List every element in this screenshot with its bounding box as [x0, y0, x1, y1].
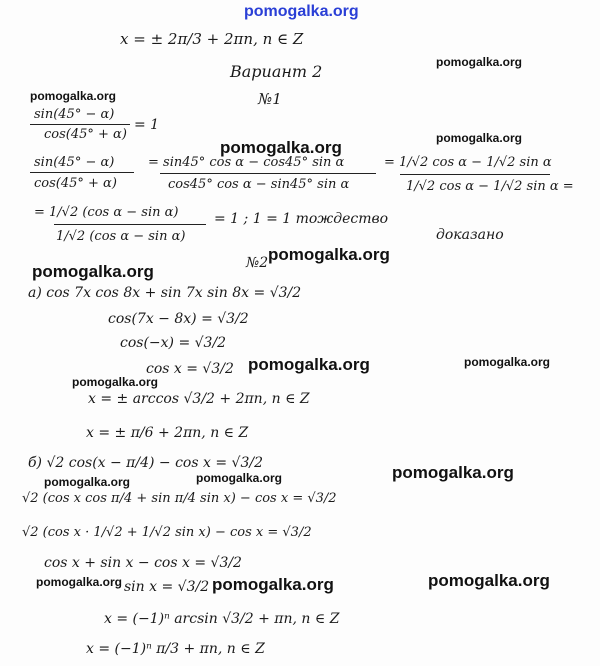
watermark: pomogalka.org [392, 463, 514, 482]
fraction-bar [54, 224, 206, 225]
watermark: pomogalka.org [268, 245, 390, 264]
step-numerator: sin(45° − α) [34, 155, 115, 170]
watermark: pomogalka.org [428, 571, 550, 590]
watermark: pomogalka.org [44, 475, 131, 489]
step-denominator: cos(45° + α) [34, 176, 117, 191]
part-b-line-2: √2 (cos x cos π/4 + sin π/4 sin x) − cos x = √3/2 [22, 491, 337, 506]
step-mid-denominator: cos45° cos α − sin45° sin α [168, 177, 350, 192]
watermark: pomogalka.org [72, 375, 159, 389]
identity-rhs: = 1 [134, 117, 160, 133]
part-b-line-7: x = (−1)ⁿ π/3 + πn, n ∈ Z [86, 641, 265, 657]
problem-2-number: №2 [246, 255, 269, 271]
fraction-bar [30, 172, 134, 173]
step-mid-numerator: = sin45° cos α − cos45° sin α [148, 155, 345, 170]
identity-denominator: cos(45° + α) [44, 127, 127, 142]
part-a-line-5: x = ± arccos √3/2 + 2πn, n ∈ Z [88, 391, 310, 407]
watermark: pomogalka.org [212, 575, 334, 594]
watermark: pomogalka.org [220, 138, 342, 157]
fraction-bar [400, 174, 550, 175]
step-right-denominator: 1/√2 cos α − 1/√2 sin α = [406, 179, 574, 194]
part-a-line-6: x = ± π/6 + 2πn, n ∈ Z [86, 425, 249, 441]
solution-line-1: x = ± 2π/3 + 2πn, n ∈ Z [120, 30, 304, 48]
watermark: pomogalka.org [436, 131, 523, 145]
simplified-numerator: = 1/√2 (cos α − sin α) [34, 205, 179, 220]
watermark: pomogalka.org [436, 55, 523, 69]
part-b-line-4: cos x + sin x − cos x = √3/2 [44, 555, 242, 571]
variant-heading: Вариант 2 [230, 62, 323, 81]
problem-1-number: №1 [258, 90, 282, 108]
part-a-line-3: cos(−x) = √3/2 [120, 335, 227, 351]
watermark: pomogalka.org [36, 575, 123, 589]
part-a-line-4: cos x = √3/2 [146, 361, 234, 377]
part-b-line-6: x = (−1)ⁿ arcsin √3/2 + πn, n ∈ Z [104, 611, 340, 627]
identity-conclusion-2: доказано [436, 227, 504, 243]
part-b-line-5: sin x = √3/2 [124, 579, 210, 595]
part-b-line-1: б) √2 cos(x − π/4) − cos x = √3/2 [28, 455, 263, 471]
part-a-line-1: а) cos 7x cos 8x + sin 7x sin 8x = √3/2 [28, 285, 302, 301]
identity-numerator: sin(45° − α) [34, 107, 115, 122]
part-b-line-3: √2 (cos x · 1/√2 + 1/√2 sin x) − cos x = √3/2 [22, 525, 312, 540]
fraction-bar [160, 173, 376, 174]
watermark-top: pomogalka.org [244, 3, 359, 20]
watermark: pomogalka.org [196, 471, 283, 485]
step-right-numerator: = 1/√2 cos α − 1/√2 sin α [384, 155, 552, 170]
fraction-bar [30, 124, 130, 125]
watermark: pomogalka.org [464, 355, 551, 369]
watermark: pomogalka.org [248, 355, 370, 374]
part-a-line-2: cos(7x − 8x) = √3/2 [108, 311, 249, 327]
watermark: pomogalka.org [30, 89, 117, 103]
identity-conclusion: = 1 ; 1 = 1 тождество [214, 211, 389, 227]
simplified-denominator: 1/√2 (cos α − sin α) [56, 229, 186, 244]
watermark: pomogalka.org [32, 262, 154, 281]
